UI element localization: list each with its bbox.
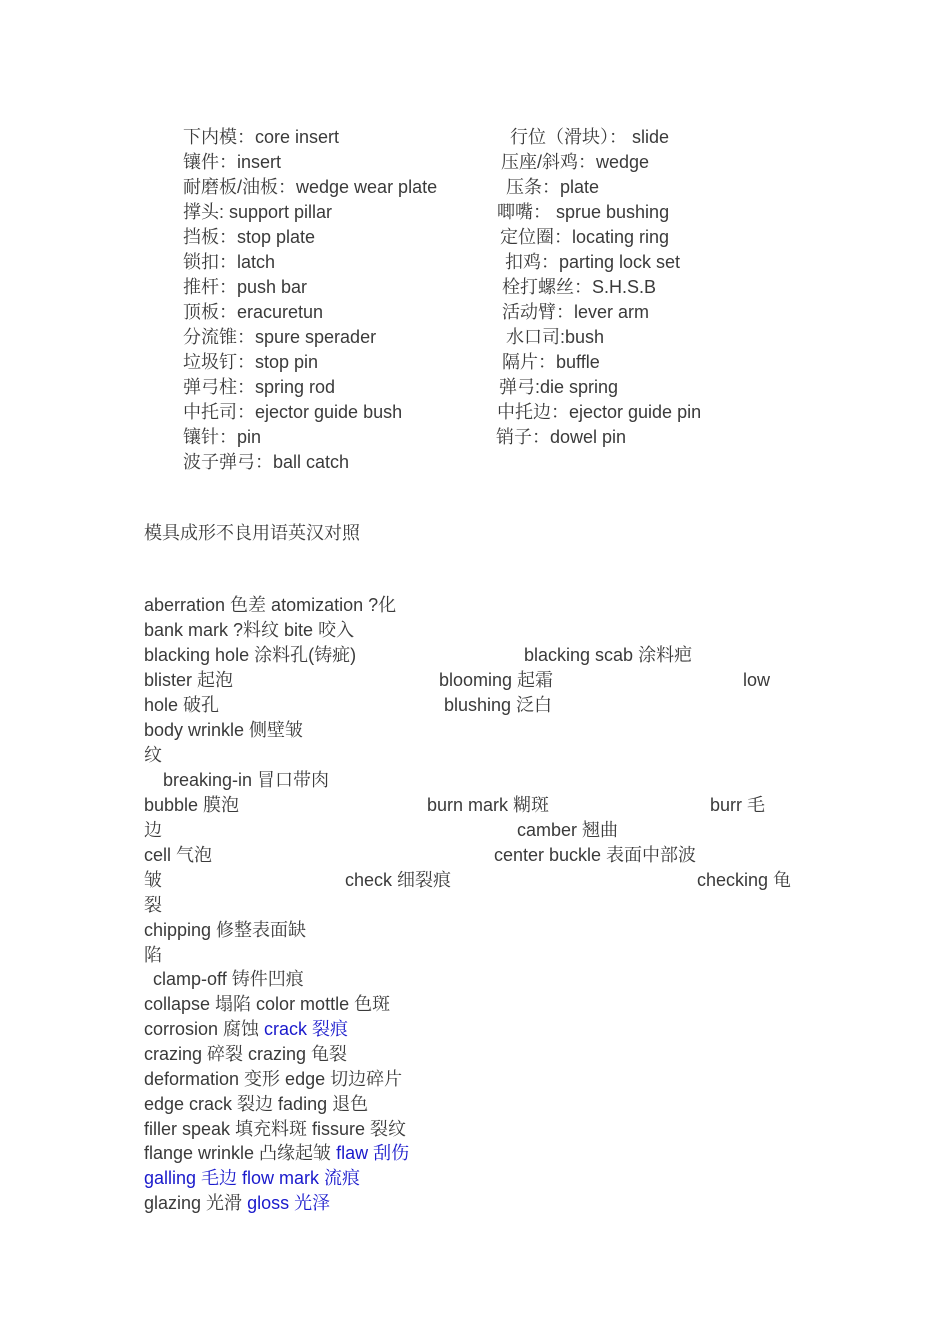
defect-line: center buckle 表面中部波	[494, 845, 697, 865]
defect-line: filler speak 填充料斑 fissure 裂纹	[144, 1119, 407, 1139]
gloss-link[interactable]: gloss 光泽	[247, 1193, 331, 1213]
defect-line: blushing 泛白	[444, 695, 553, 715]
defect-line: low	[743, 670, 771, 690]
defect-line: breaking-in 冒口带肉	[163, 770, 330, 790]
part-entry: 挡板：stop plate	[183, 227, 316, 247]
part-entry: 撑头: support pillar	[183, 202, 333, 222]
defect-line	[144, 1017, 348, 1042]
part-entry: 中托司：ejector guide bush	[183, 402, 403, 422]
part-entry: 扣鸡：parting lock set	[505, 252, 681, 272]
defect-line: edge crack 裂边 fading 退色	[144, 1094, 369, 1114]
part-entry: 锁扣：latch	[183, 252, 276, 272]
part-entry: 活动臂：lever arm	[502, 302, 650, 322]
part-entry: 镶件：insert	[183, 152, 282, 172]
defect-line: bubble 膜泡	[144, 795, 240, 815]
part-entry: 垃圾钉：stop pin	[183, 352, 319, 372]
defect-line: cell 气泡	[144, 845, 213, 865]
part-entry: 镶针：pin	[183, 427, 262, 447]
defect-line: blacking scab 涂料疤	[524, 645, 693, 665]
defect-line: aberration 色差 atomization ?化	[144, 595, 397, 615]
part-entry: 推杆：push bar	[183, 277, 308, 297]
defect-line: 边	[144, 820, 162, 840]
defect-line: checking 龟	[697, 870, 792, 890]
section-title: 模具成形不良用语英汉对照	[144, 523, 360, 544]
part-entry: 分流锥：spure sperader	[183, 327, 377, 347]
defect-line: 裂	[144, 895, 162, 915]
defect-line	[144, 1191, 330, 1216]
defect-line: 纹	[144, 745, 162, 765]
defect-line: 皱	[144, 870, 162, 890]
part-entry: 行位（滑块）： slide	[510, 127, 670, 147]
defect-line: burr 毛	[710, 795, 766, 815]
defect-line: camber 翘曲	[517, 820, 619, 840]
defect-line: deformation 变形 edge 切边碎片	[144, 1069, 403, 1089]
defect-line: blooming 起霜	[439, 670, 554, 690]
defect-line: hole 破孔	[144, 695, 220, 715]
defect-line: burn mark 糊斑	[427, 795, 550, 815]
defect-line	[144, 1141, 409, 1166]
defect-line: check 细裂痕	[345, 870, 452, 890]
defect-term: corrosion 腐蚀	[144, 1019, 260, 1039]
part-entry: 弹弓:die spring	[499, 377, 619, 397]
defect-term: flange wrinkle 凸缘起皱	[144, 1143, 332, 1163]
part-entry: 弹弓柱：spring rod	[183, 377, 336, 397]
defect-line: bank mark ?料纹 bite 咬入	[144, 620, 355, 640]
part-entry: 顶板：eracuretun	[183, 302, 324, 322]
defect-line: chipping 修整表面缺	[144, 920, 307, 940]
part-entry: 下内模：core insert	[183, 127, 340, 147]
galling-flow-link[interactable]: galling 毛边 flow mark 流痕	[144, 1168, 361, 1188]
part-entry: 定位圈：locating ring	[500, 227, 670, 247]
defect-line: body wrinkle 侧壁皱	[144, 720, 304, 740]
part-entry: 压座/斜鸡：wedge	[501, 152, 650, 172]
defect-line: 陷	[144, 945, 162, 965]
defect-line: collapse 塌陷 color mottle 色斑	[144, 994, 391, 1014]
defect-line: clamp-off 铸件凹痕	[153, 969, 304, 989]
part-entry: 唧嘴： sprue bushing	[497, 202, 670, 222]
part-entry: 中托边：ejector guide pin	[497, 402, 702, 422]
part-entry: 水口司:bush	[506, 327, 605, 347]
part-entry: 栓打螺丝：S.H.S.B	[502, 277, 657, 297]
defect-line: crazing 碎裂 crazing 龟裂	[144, 1044, 348, 1064]
part-entry: 波子弹弓：ball catch	[183, 452, 350, 472]
part-entry: 销子：dowel pin	[496, 427, 627, 447]
part-entry: 耐磨板/油板：wedge wear plate	[183, 177, 438, 197]
part-entry: 隔片：buffle	[502, 352, 600, 372]
defect-line: blacking hole 涂料孔(铸疵)	[144, 645, 357, 665]
flaw-link[interactable]: flaw 刮伤	[336, 1143, 410, 1163]
defect-line: blister 起泡	[144, 670, 234, 690]
defect-term: glazing 光滑	[144, 1193, 243, 1213]
part-entry: 压条：plate	[506, 177, 600, 197]
crack-link[interactable]: crack 裂痕	[264, 1019, 349, 1039]
